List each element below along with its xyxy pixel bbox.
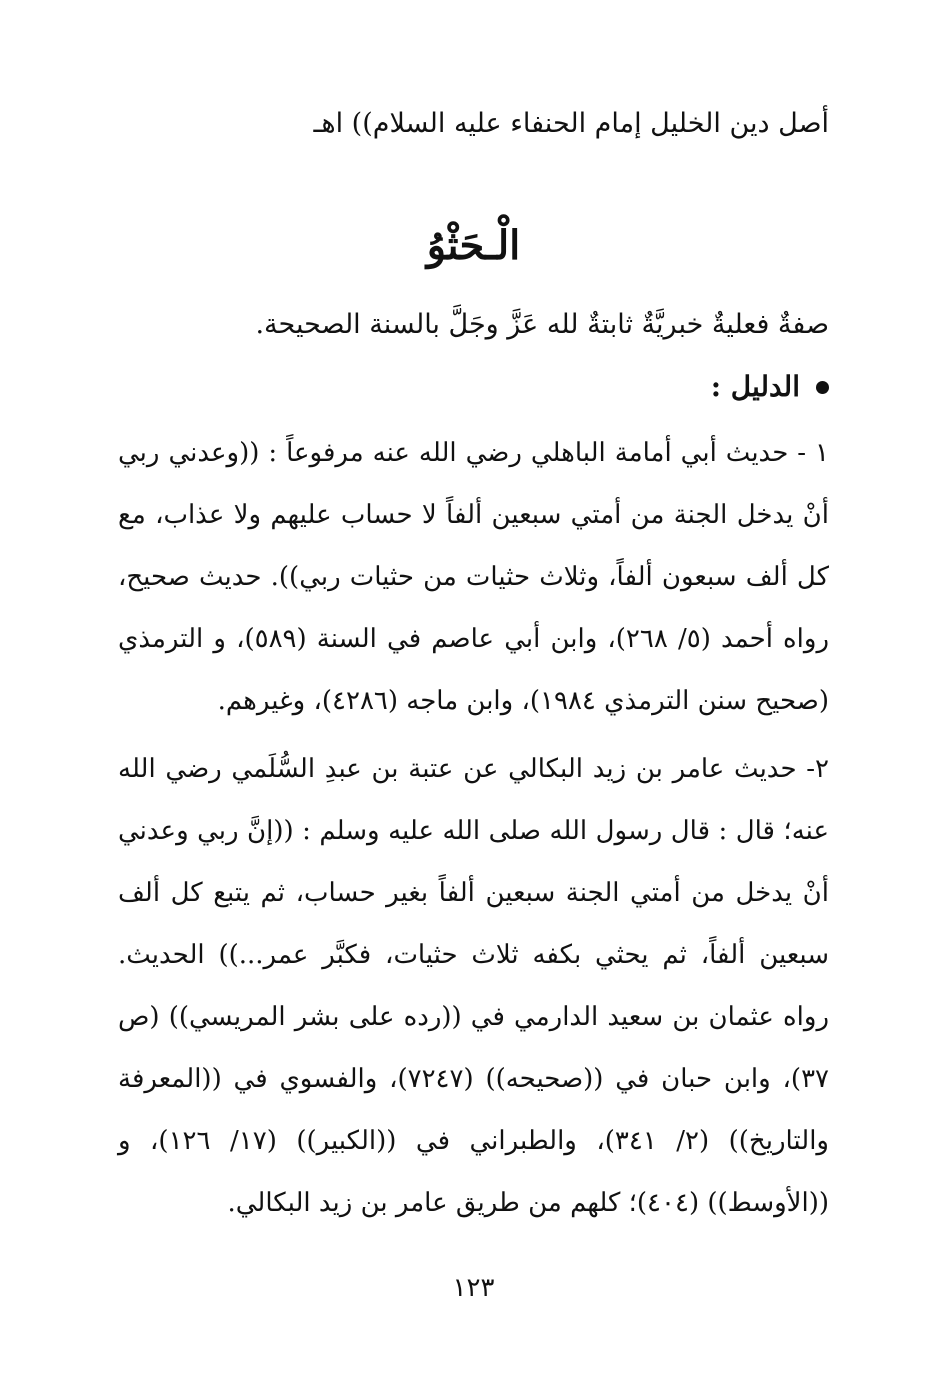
section-title: الْـحَثْوُ xyxy=(426,222,521,269)
evidence-heading: الدليل : xyxy=(710,370,800,403)
paragraph-hadith-1: ١ - حديث أبي أمامة الباهلي رضي الله عنه مرفوعاً : ((وعدني ربي أنْ يدخل الجنة من أمتي سبعين ألفاً لا حساب عليهم ولا عذاب، مع كل ألف سبعون ألفاً، وثلاث حثيات من حثيات ربي)). حديث صحيح، رواه أحمد (٥/ ٢٦٨)، وابن أبي عاصم في السنة (٥٨٩)، و الترمذي (صحيح سنن الترمذي ١٩٨٤)، وابن ماجه (٤٢٨٦)، وغيرهم. xyxy=(118,438,830,716)
page-number: ١٢٣ xyxy=(452,1273,495,1303)
bullet-icon xyxy=(816,381,829,394)
section-intro: صفةٌ فعليةٌ خبريَّةٌ ثابتةٌ لله عَزَّ وجَلَّ بالسنة الصحيحة. xyxy=(255,309,829,340)
continuation-line: أصل دين الخليل إمام الحنفاء عليه السلام)) اهـ xyxy=(313,108,829,139)
paragraph-hadith-2: ٢- حديث عامر بن زيد البكالي عن عتبة بن عبدِ السُّلَمي رضي الله عنه؛ قال : قال رسول الله صلى الله عليه وسلم : ((إنَّ ربي وعدني أنْ يدخل من أمتي الجنة سبعين ألفاً بغير حساب، ثم يتبع كل ألف سبعين ألفاً، ثم يحثي بكفه ثلاث حثيات، فكبَّر عمر...)) الحديث. رواه عثمان بن سعيد الدارمي في ((رده على بشر المريسي)) (ص ٣٧)، وابن حبان في ((صحيحه)) (٧٢٤٧)، والفسوي في ((المعرفة والتاريخ)) (٢/ ٣٤١)، والطبراني في ((الكبير)) (١٧/ ١٢٦)، و ((الأوسط)) (٤٠٤)؛ كلهم من طريق عامر بن زيد البكالي. xyxy=(118,754,829,1218)
evidence-heading-row xyxy=(118,362,829,412)
